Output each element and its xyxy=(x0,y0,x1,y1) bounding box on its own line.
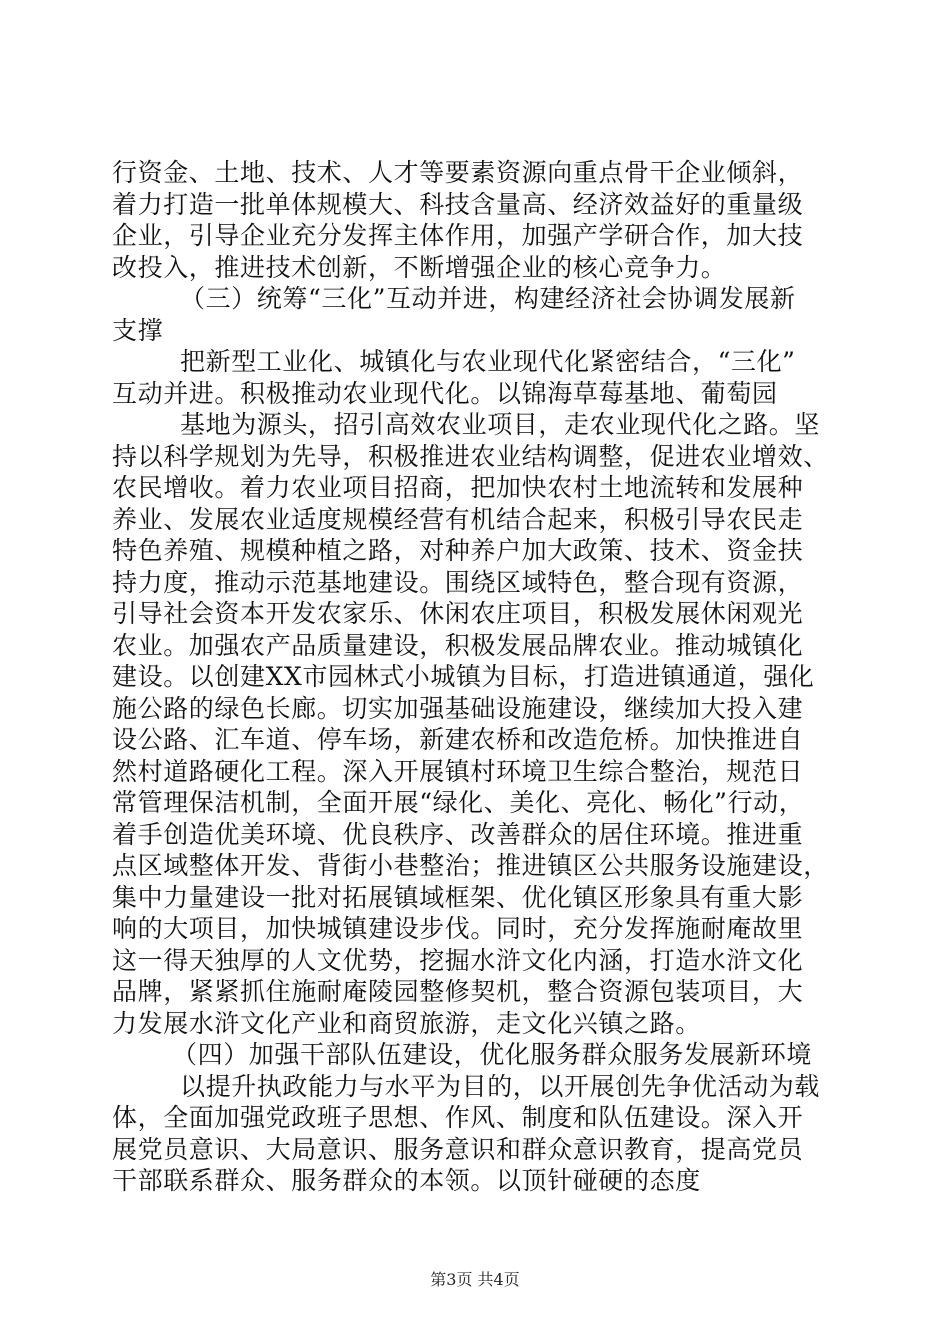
text-line: 基地为源头，招引高效农业项目，走农业现代化之路。坚 xyxy=(180,410,821,439)
text-line: 然村道路硬化工程。深入开展镇村环境卫生综合整治，规范日 xyxy=(112,756,804,786)
section-heading: （四）加强干部队伍建设，优化服务群众服务发展新环境 xyxy=(172,1040,813,1069)
text-line: 把新型工业化、城镇化与农业现代化紧密结合，“三化” xyxy=(180,347,796,376)
text-line: 农业。加强农产品质量建设，积极发展品牌农业。推动城镇化 xyxy=(112,630,804,660)
text-line: 行资金、土地、技术、人才等要素资源向重点骨干企业倾斜， xyxy=(112,158,804,187)
text-line: 响的大项目，加快城镇建设步伐。同时，充分发挥施耐庵故里 xyxy=(112,914,804,943)
text-line: 特色养殖、规模种植之路，对种养户加大政策、技术、资金扶 xyxy=(112,536,804,565)
text-line: 着力打造一批单体规模大、科技含量高、经济效益好的重量级 xyxy=(112,189,804,219)
page-footer xyxy=(0,1270,950,1290)
text-line: 点区域整体开发、背街小巷整治；推进镇区公共服务设施建设， xyxy=(112,851,829,880)
text-line: 力发展水浒文化产业和商贸旅游，走文化兴镇之路。 xyxy=(112,1008,701,1038)
text-line: 常管理保洁机制，全面开展“绿化、美化、亮化、畅化”行动， xyxy=(112,788,805,817)
text-line: 以提升执政能力与水平为目的，以开展创先争优活动为载 xyxy=(180,1071,821,1101)
text-line: 改投入，推进技术创新，不断增强企业的核心竞争力。 xyxy=(112,252,727,282)
text-line: 建设。以创建XX市园林式小城镇为目标，打造进镇通道，强化 xyxy=(112,662,815,691)
text-line: 干部联系群众、服务群众的本领。以顶针碰硬的态度 xyxy=(112,1166,701,1195)
text-line: 养业、发展农业适度规模经营有机结合起来，积极引导农民走 xyxy=(112,504,804,534)
text-line: 持力度，推动示范基地建设。围绕区域特色，整合现有资源， xyxy=(112,567,804,597)
document-body xyxy=(112,157,842,1197)
section-heading-continued: 支撑 xyxy=(112,315,164,345)
text-line: 展党员意识、大局意识、服务意识和群众意识教育，提高党员 xyxy=(112,1134,804,1164)
text-line: 体，全面加强党政班子思想、作风、制度和队伍建设。深入开 xyxy=(112,1103,804,1132)
text-line: 引导社会资本开发农家乐、休闲农庄项目，积极发展休闲观光 xyxy=(112,599,804,628)
text-line: 品牌，紧紧抓住施耐庵陵园整修契机，整合资源包装项目，大 xyxy=(112,977,804,1006)
text-line: 设公路、汇车道、停车场，新建农桥和改造危桥。加快推进自 xyxy=(112,725,804,754)
text-line: 持以科学规划为先导，积极推进农业结构调整，促进农业增效、 xyxy=(112,441,829,471)
text-line: 集中力量建设一批对拓展镇域框架、优化镇区形象具有重大影 xyxy=(112,882,804,912)
text-line: 互动并进。积极推动农业现代化。以锦海草莓基地、葡萄园 xyxy=(112,378,778,408)
text-line: 着手创造优美环境、优良秩序、改善群众的居住环境。推进重 xyxy=(112,819,804,849)
text-line: 农民增收。着力农业项目招商，把加快农村土地流转和发展种 xyxy=(112,473,804,502)
page-number-label: 第3页 共4页 xyxy=(430,1270,520,1289)
section-heading: （三）统筹“三化”互动并进，构建经济社会协调发展新 xyxy=(180,284,796,313)
text-line: 这一得天独厚的人文优势，挖掘水浒文化内涵，打造水浒文化 xyxy=(112,945,804,975)
text-line: 施公路的绿色长廊。切实加强基础设施建设，继续加大投入建 xyxy=(112,693,804,723)
text-line: 企业，引导企业充分发挥主体作用，加强产学研合作，加大技 xyxy=(112,221,804,250)
